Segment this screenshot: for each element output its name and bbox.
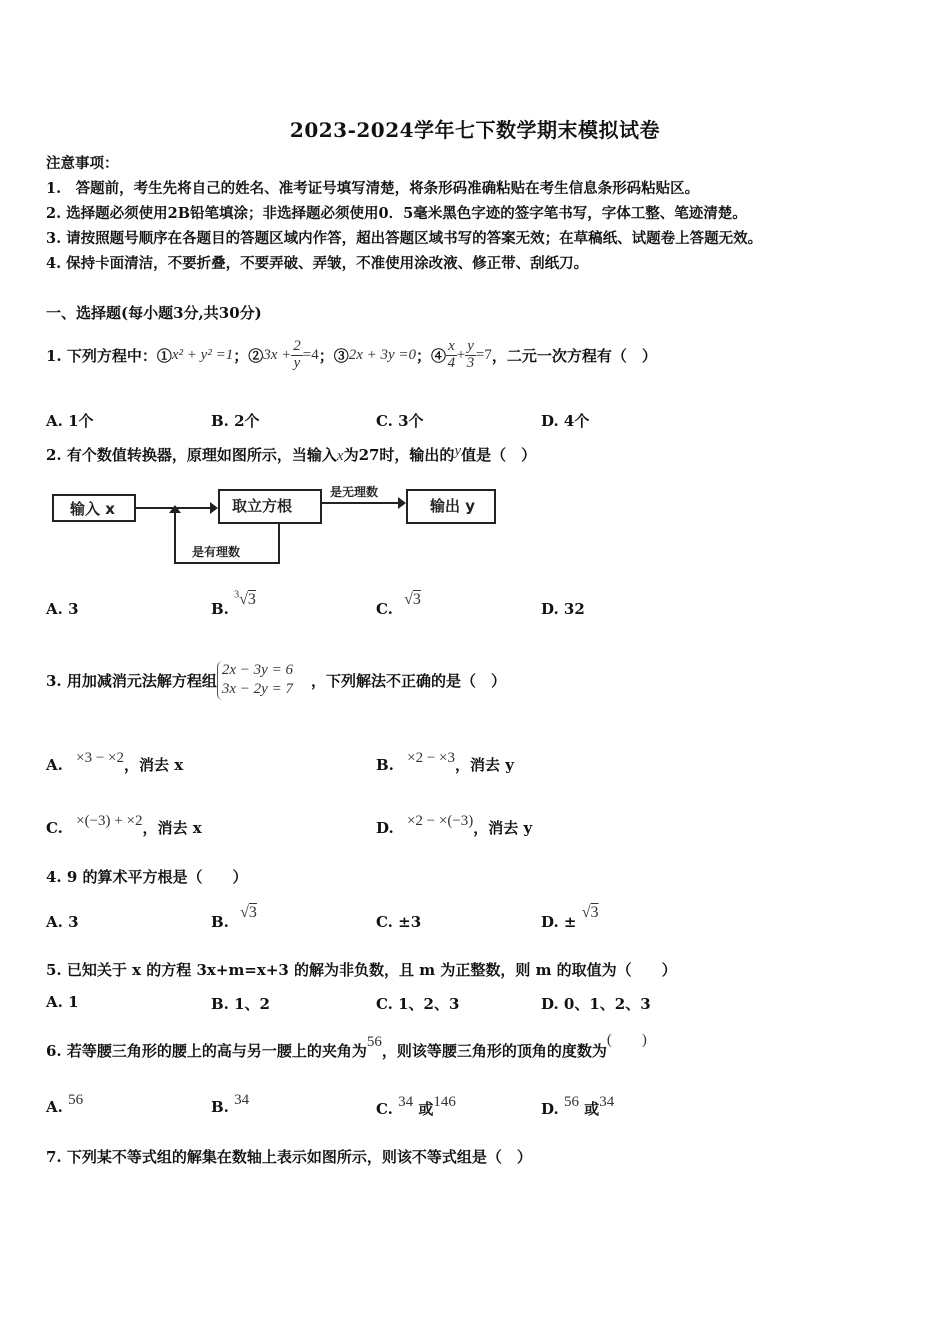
diagram-process-box: 取立方根: [218, 489, 322, 524]
q6-a-label: A.: [46, 1098, 63, 1116]
q6-option-c: [376, 1090, 456, 1118]
q3-c-label: C.: [46, 819, 63, 837]
radicand: 3: [247, 591, 256, 609]
q1-eq4-frac1: [446, 339, 457, 372]
q1-eq4-plus: +: [456, 346, 466, 363]
q1-eq2a: 3x +: [263, 346, 292, 363]
q6-d-val2: 34: [599, 1094, 615, 1110]
q4-option-c: C. ±3: [376, 913, 422, 931]
q1-eq4-frac2: [465, 339, 476, 372]
q1-eq2-den: y: [293, 354, 301, 371]
question-6: [46, 1032, 647, 1061]
loop-line-down: [278, 524, 280, 564]
q3-b-expr: ×2 − ×3: [407, 750, 456, 766]
loop-line-bottom: [174, 562, 280, 564]
q2-var-y: y: [454, 443, 462, 459]
label-irrational: 是无理数: [330, 485, 379, 499]
notes-heading: 注意事项：: [46, 155, 119, 172]
note-item: 3. 请按照题号顺序在各题目的答题区域内作答，超出答题区域书写的答案无效；在草稿纸、试题卷上答题无效。: [46, 230, 763, 247]
q5-option-d: D. 0、1、2、3: [541, 995, 651, 1013]
q5-option-c: C. 1、2、3: [376, 995, 460, 1013]
q2-text-a: 2. 有个数值转换器，原理如图所示，当输入: [46, 446, 337, 464]
loop-line-up: [174, 512, 176, 564]
q3-prefix: 3. 用加减消元法解方程组: [46, 671, 217, 690]
q2-option-a: A. 3: [46, 600, 79, 618]
q3-option-a: [46, 746, 184, 774]
section-heading: 一、选择题(每小题3分,共30分): [46, 304, 262, 322]
q1-option-c: C. 3个: [376, 412, 424, 430]
q1-eq2-frac: [291, 339, 303, 372]
q6-option-b: [211, 1090, 250, 1116]
q1-sep2: ；③: [318, 346, 349, 365]
q2-text-c: 值是（ ）: [461, 446, 537, 464]
square-root: √3: [581, 904, 599, 921]
q3-d-expr: ×2 − ×(−3): [406, 813, 474, 829]
q6-c-label: C.: [376, 1100, 393, 1118]
q1-eq4-num2: y: [467, 337, 474, 354]
radicand: 3: [248, 904, 257, 921]
square-root: √3: [404, 591, 421, 608]
q4-option-d: [541, 903, 599, 931]
note-item: 1. 答题前，考生先将自己的姓名、准考证号填写清楚，将条形码准确粘贴在考生信息条形码粘贴区。: [46, 180, 700, 197]
q3-option-b: [376, 746, 514, 774]
equation-system: [217, 661, 293, 700]
q5-option-b: B. 1、2: [211, 995, 270, 1013]
q1-suffix: ，二元一次方程有（ ）: [491, 346, 657, 365]
q3-a-tail: ，消去 x: [124, 756, 184, 774]
note-item: 2. 选择题必须使用2B铅笔填涂；非选择题必须使用0．5毫米黑色字迹的签字笔书写，字体工整、笔迹清楚。: [46, 205, 747, 222]
q2-var-x: x: [336, 448, 344, 464]
q6-d-val1: 56: [563, 1094, 579, 1110]
q1-option-a: A. 1个: [46, 412, 94, 430]
q6-paren: ( ): [606, 1032, 647, 1048]
page-title: 2023-2024学年七下数学期末模拟试卷: [289, 118, 661, 142]
arrowhead-icon: [210, 502, 218, 514]
q3-b-label: B.: [376, 756, 394, 774]
q1-eq2b: =4: [302, 346, 319, 363]
q3-option-c: [46, 809, 202, 837]
root-index: 3: [234, 590, 240, 601]
q4-b-label: B.: [211, 913, 229, 931]
q2-option-c: [376, 590, 421, 618]
q6-option-a: [46, 1090, 84, 1116]
q2-option-d: D. 32: [541, 600, 585, 618]
q3-eq1: 2x − 3y = 6: [221, 661, 293, 678]
q4-option-a: A. 3: [46, 913, 79, 931]
q6-b-val: 34: [234, 1092, 250, 1108]
q6-a-val: 56: [68, 1092, 84, 1108]
arrowhead-icon: [169, 505, 181, 513]
q3-eq2: 3x − 2y = 7: [221, 681, 293, 697]
q1-eq4-num1: x: [448, 337, 455, 354]
q3-d-label: D.: [376, 819, 394, 837]
q3-c-tail: ，消去 x: [142, 819, 202, 837]
q4-option-b: [211, 903, 257, 931]
q3-a-expr: ×3 − ×2: [76, 750, 124, 766]
q2-option-c-label: C.: [376, 600, 393, 618]
q6-text-a: 6. 若等腰三角形的腰上的高与另一腰上的夹角为: [46, 1042, 367, 1060]
q6-d-or: 或: [584, 1100, 600, 1118]
diagram-input-box: 输入 x: [52, 494, 136, 522]
q6-text-b: ，则该等腰三角形的顶角的度数为: [381, 1042, 607, 1060]
q1-eq4-den1: 4: [447, 354, 456, 371]
q4-d-label: D. ±: [541, 913, 577, 931]
note-item: 4. 保持卡面清洁，不要折叠，不要弄破、弄皱，不准使用涂改液、修正带、刮纸刀。: [46, 255, 589, 272]
q1-eq4b: =7: [475, 346, 492, 363]
q6-c-or: 或: [418, 1100, 434, 1118]
radicand: 3: [412, 591, 421, 608]
q5-option-a: A. 1: [46, 993, 79, 1011]
q2-option-b: [211, 590, 256, 619]
question-2: [46, 444, 536, 465]
q6-b-label: B.: [211, 1098, 229, 1116]
q3-d-tail: ，消去 y: [473, 819, 533, 837]
label-rational: 是有理数: [192, 545, 241, 559]
question-7: 7. 下列某不等式组的解集在数轴上表示如图所示，则该不等式组是（ ）: [46, 1148, 532, 1166]
q1-eq3: 2x + 3y =0: [348, 346, 417, 363]
cube-root: $^3$√3: [234, 590, 256, 609]
q3-a-label: A.: [46, 756, 63, 774]
q6-option-d: [541, 1090, 615, 1118]
q3-suffix: ，下列解法不正确的是（ ）: [310, 671, 506, 690]
q2-text-b: 为27时，输出的: [343, 446, 455, 464]
q1-sep: ；②: [233, 346, 264, 365]
q1-option-b: B. 2个: [211, 412, 260, 430]
question-4: 4. 9 的算术平方根是（ ）: [46, 868, 248, 886]
q1-sep3: ；④: [416, 346, 447, 365]
question-5: 5. 已知关于 x 的方程 3x+m=x+3 的解为非负数，且 m 为正整数，则 m 的取值为（ ）: [46, 961, 677, 979]
square-root: √3: [240, 904, 257, 921]
q6-d-label: D.: [541, 1100, 559, 1118]
question-3: [46, 650, 506, 710]
q6-c-val2: 146: [433, 1094, 456, 1110]
question-1: [46, 330, 657, 380]
q3-b-tail: ，消去 y: [455, 756, 514, 774]
arrowhead-icon: [398, 497, 406, 509]
q3-c-expr: ×(−3) + ×2: [76, 813, 143, 829]
q1-prefix: 1. 下列方程中：①: [46, 346, 172, 365]
diagram-output-box: 输出 y: [406, 489, 496, 524]
q1-eq2-num: 2: [293, 337, 301, 354]
q2-option-b-label: B.: [211, 600, 229, 619]
q1-option-d: D. 4个: [541, 412, 590, 430]
q6-angle: 56: [366, 1034, 382, 1050]
q1-eq1: x² + y² =1: [171, 346, 234, 363]
q1-eq4-den2: 3: [466, 354, 475, 371]
q6-c-val1: 34: [398, 1094, 414, 1110]
radicand: 3: [590, 904, 599, 921]
arrow-process-output: [322, 502, 400, 504]
q3-option-d: [376, 809, 533, 837]
